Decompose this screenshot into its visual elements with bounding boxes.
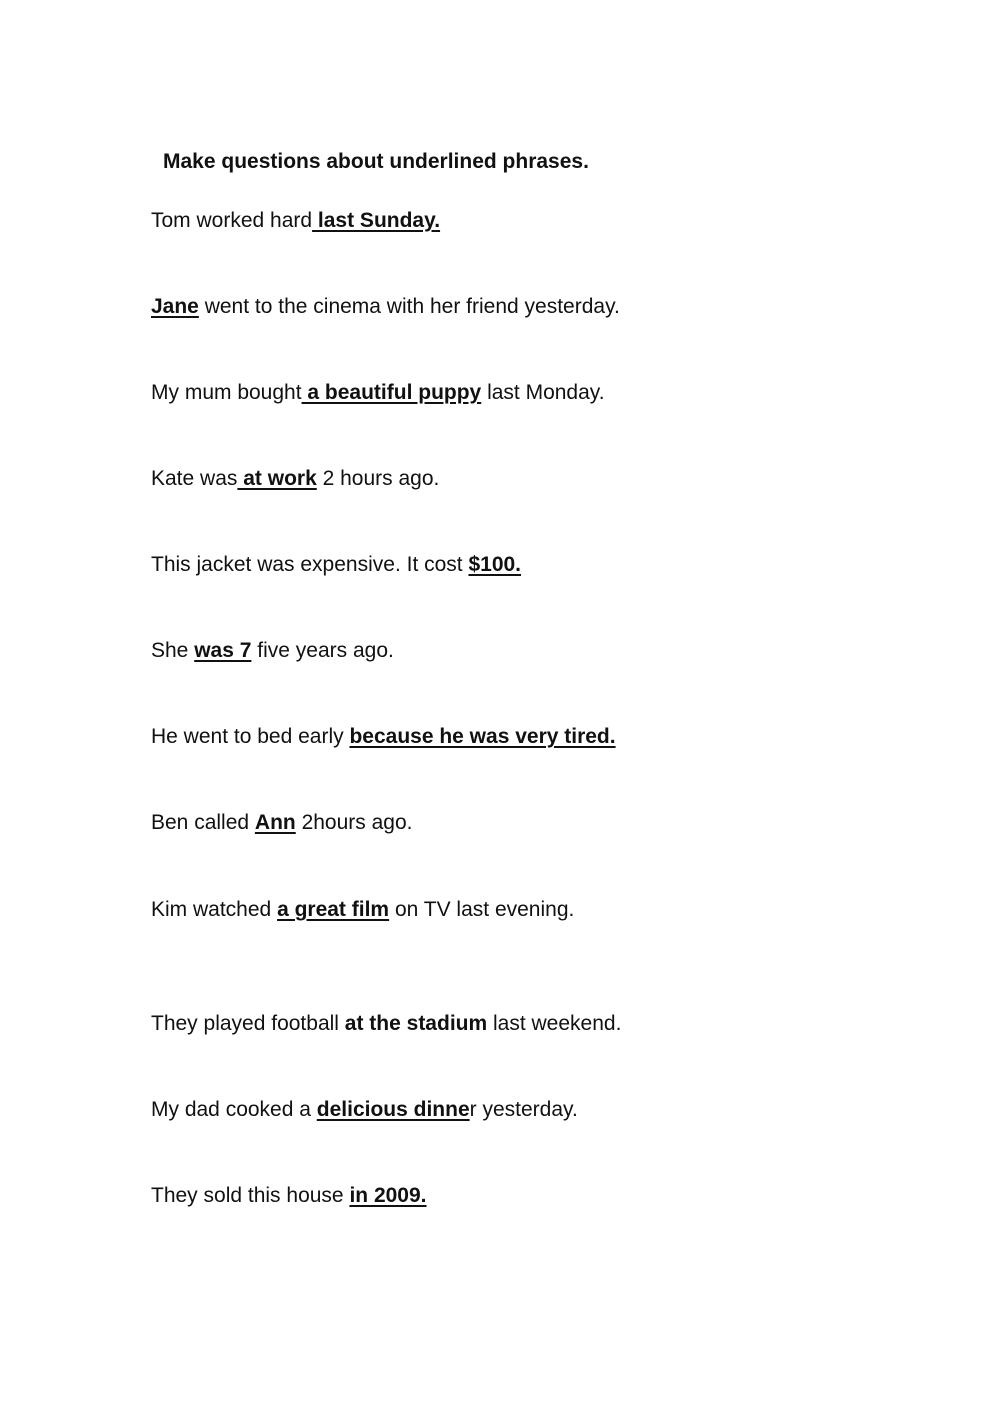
sentence-text: r yesterday. — [469, 1098, 578, 1121]
sentence-6 — [151, 637, 394, 665]
sentence-text: Ben called — [151, 811, 255, 834]
sentence-9 — [151, 896, 574, 924]
sentence-text: Kate was — [151, 467, 238, 490]
underlined-phrase: because he was very tired. — [349, 725, 616, 748]
sentence-text: My dad cooked a — [151, 1098, 317, 1121]
underlined-phrase: a beautiful puppy — [301, 381, 482, 404]
sentence-11 — [151, 1096, 578, 1124]
worksheet-heading: Make questions about underlined phrases. — [163, 150, 589, 173]
underlined-phrase: last Sunday. — [312, 209, 441, 232]
sentence-text: 2 hours ago. — [316, 467, 440, 490]
sentence-10 — [151, 1010, 621, 1038]
underlined-phrase: in 2009. — [349, 1184, 427, 1207]
sentence-text: five years ago. — [251, 639, 394, 662]
sentence-text: Tom worked hard — [151, 209, 313, 232]
sentence-1 — [151, 207, 440, 235]
sentence-2 — [151, 293, 620, 321]
underlined-phrase: a great film — [277, 898, 390, 921]
sentence-text: last Monday. — [481, 381, 605, 404]
sentence-text: 2hours ago. — [295, 811, 413, 834]
underlined-phrase: was 7 — [194, 639, 252, 662]
sentence-3 — [151, 379, 605, 407]
underlined-phrase: Jane — [151, 295, 199, 318]
sentence-text: My mum bought — [151, 381, 302, 404]
sentence-5 — [151, 551, 521, 579]
sentence-text: last weekend. — [487, 1012, 622, 1035]
sentence-text: She — [151, 639, 195, 662]
sentence-text: went to the cinema with her friend yesterday. — [198, 295, 620, 318]
sentence-text: Kim watched — [151, 898, 278, 921]
sentence-text: They sold this house — [151, 1184, 350, 1207]
sentence-7 — [151, 723, 616, 751]
sentence-text: They played football — [151, 1012, 345, 1035]
sentence-8 — [151, 809, 413, 837]
sentence-text: He went to bed early — [151, 725, 350, 748]
underlined-phrase: $100. — [468, 553, 522, 576]
underlined-phrase: delicious dinne — [316, 1098, 470, 1121]
underlined-phrase: Ann — [254, 811, 296, 834]
sentence-4 — [151, 465, 439, 493]
sentence-12 — [151, 1182, 427, 1210]
bold-phrase: at the stadium — [344, 1012, 488, 1035]
underlined-phrase: at work — [237, 467, 317, 490]
sentence-text: on TV last evening. — [389, 898, 575, 921]
sentence-text: This jacket was expensive. It cost — [151, 553, 469, 576]
